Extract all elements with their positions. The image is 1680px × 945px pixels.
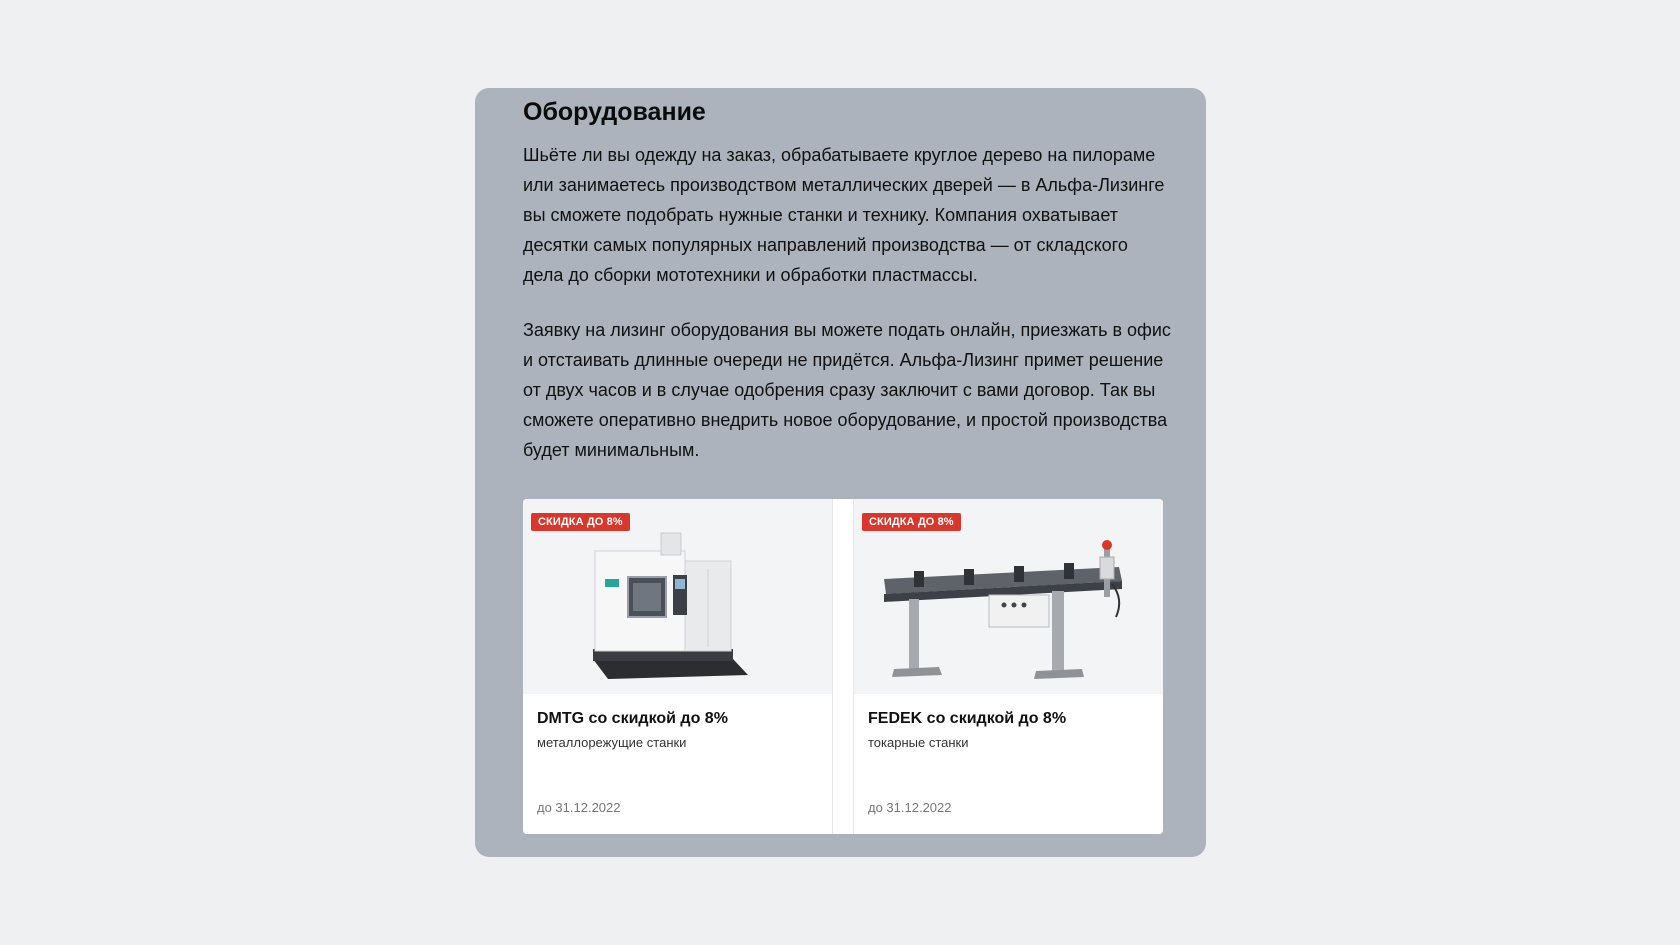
offer-card-title: DMTG со скидкой до 8%: [537, 710, 728, 727]
offer-card-fedek[interactable]: [854, 499, 1163, 834]
discount-badge: СКИДКА ДО 8%: [862, 513, 961, 531]
discount-badge: СКИДКА ДО 8%: [531, 513, 630, 531]
offer-card-date: до 31.12.2022: [868, 800, 952, 815]
offer-card-title: FEDEK со скидкой до 8%: [868, 710, 1067, 727]
section-paragraph-2: Заявку на лизинг оборудования вы можете подать онлайн, приезжать в офис и отстаивать длинные очереди не придётся. Альфа-Лизинг примет решение от двух часов и в случае одобрения сразу заключит с вами договор. Так вы сможете оперативно внедрить новое оборудование, и простой производства будет минимальным.: [523, 320, 1171, 460]
offer-card-image: [854, 499, 1163, 694]
section-paragraph-1: Шьёте ли вы одежду на заказ, обрабатываете круглое дерево на пилораме или занимаетесь производством металлических дверей — в Альфа-Лизинге вы сможете подобрать нужные станки и технику. Компания охватывает десятки самых популярных направлений производства — от складского дела до сборки мототехники и обработки пластмассы.: [523, 145, 1165, 285]
offer-card-subtitle: токарные станки: [868, 735, 969, 750]
offer-card-date: до 31.12.2022: [537, 800, 621, 815]
offer-card-image: [523, 499, 832, 694]
offer-cards: [523, 499, 1163, 834]
equipment-section: [475, 88, 1206, 857]
offer-card-subtitle: металлорежущие станки: [537, 735, 687, 750]
section-title: Оборудование: [523, 98, 706, 126]
cards-divider: [832, 499, 854, 834]
offer-card-dmtg[interactable]: [523, 499, 832, 834]
